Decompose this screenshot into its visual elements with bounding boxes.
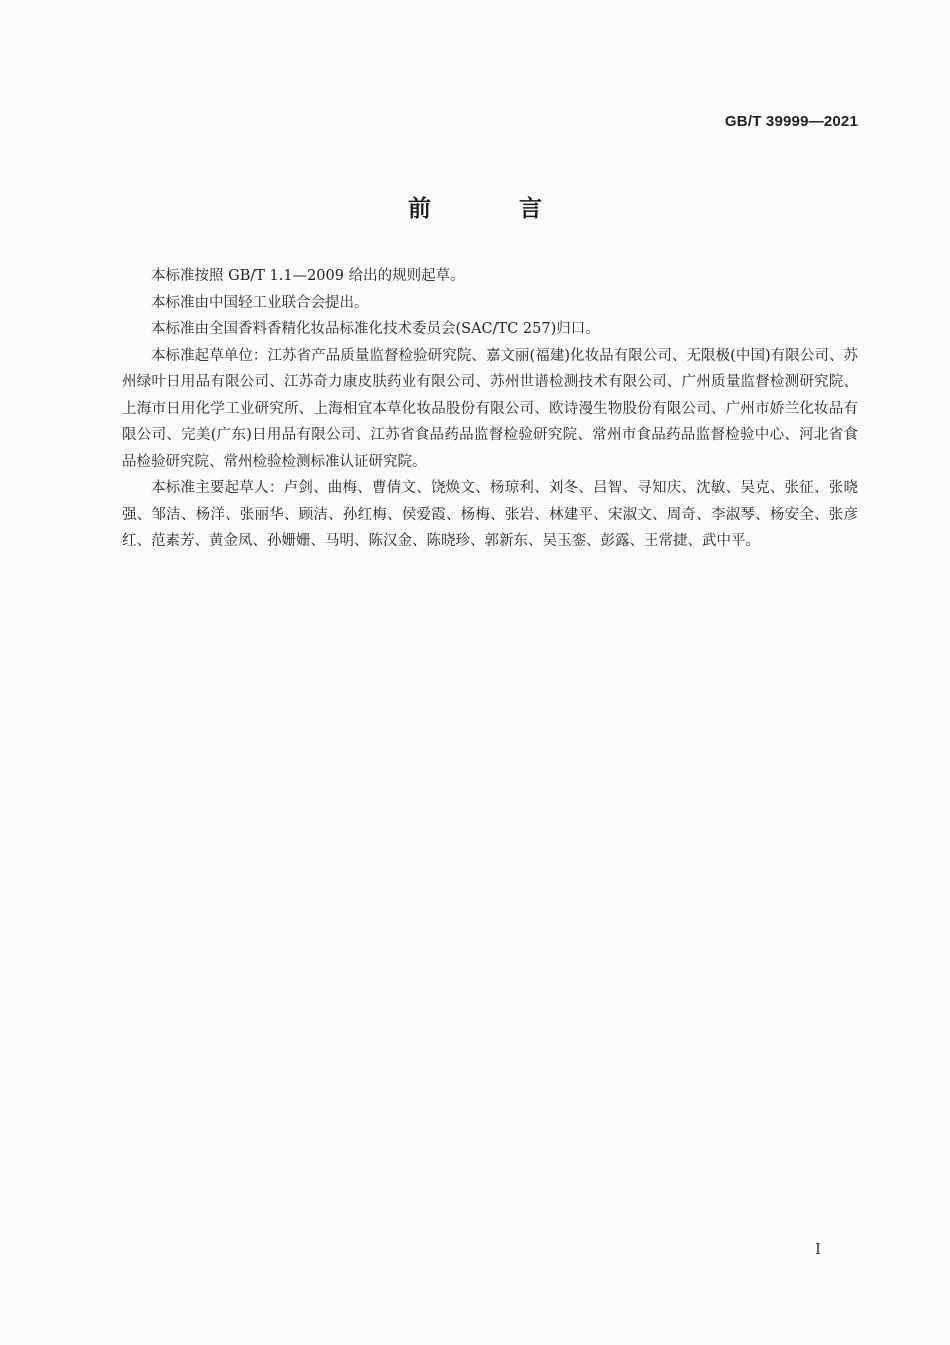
paragraph-drafters: 本标准主要起草人：卢剑、曲梅、曹倩文、饶焕文、杨琼利、刘冬、吕智、寻知庆、沈敏、吴克、张征、张晓强、邹洁、杨洋、张丽华、顾洁、孙红梅、侯爱霞、杨梅、张岩、林建平、宋淑文、周奇、李淑琴、杨安全、张彦红、范素芳、黄金凤、孙姗姗、马明、陈汉金、陈晓珍、郭新东、吴玉銮、彭露、王常捷、武中平。 (122, 480, 858, 549)
standard-code: GB/T 39999—2021 (724, 113, 858, 130)
paragraph-committee: 本标准由全国香料香精化妆品标准化技术委员会(SAC/TC 257)归口。 (151, 321, 600, 337)
foreword-body (122, 263, 858, 555)
page-number: I (815, 1240, 821, 1258)
paragraph-proposer: 本标准由中国轻工业联合会提出。 (151, 294, 369, 311)
paragraph-drafting-units: 本标准起草单位：江苏省产品质量监督检验研究院、嘉文丽(福建)化妆品有限公司、无限极(中国)有限公司、苏州绿叶日用品有限公司、江苏奇力康皮肤药业有限公司、苏州世谱检测技术有限公司、广州质量监督检测研究院、上海市日用化学工业研究所、上海相宜本草化妆品股份有限公司、欧诗漫生物股份有限公司、广州市娇兰化妆品有限公司、完美(广东)日用品有限公司、江苏省食品药品监督检验研究院、常州市食品药品监督检验中心、河北省食品检验研究院、常州检验检测标准认证研究院。 (122, 347, 858, 470)
page-title: 前 言 (407, 196, 582, 222)
paragraph-drafting-rules: 本标准按照 GB/T 1.1—2009 给出的规则起草。 (151, 268, 465, 284)
